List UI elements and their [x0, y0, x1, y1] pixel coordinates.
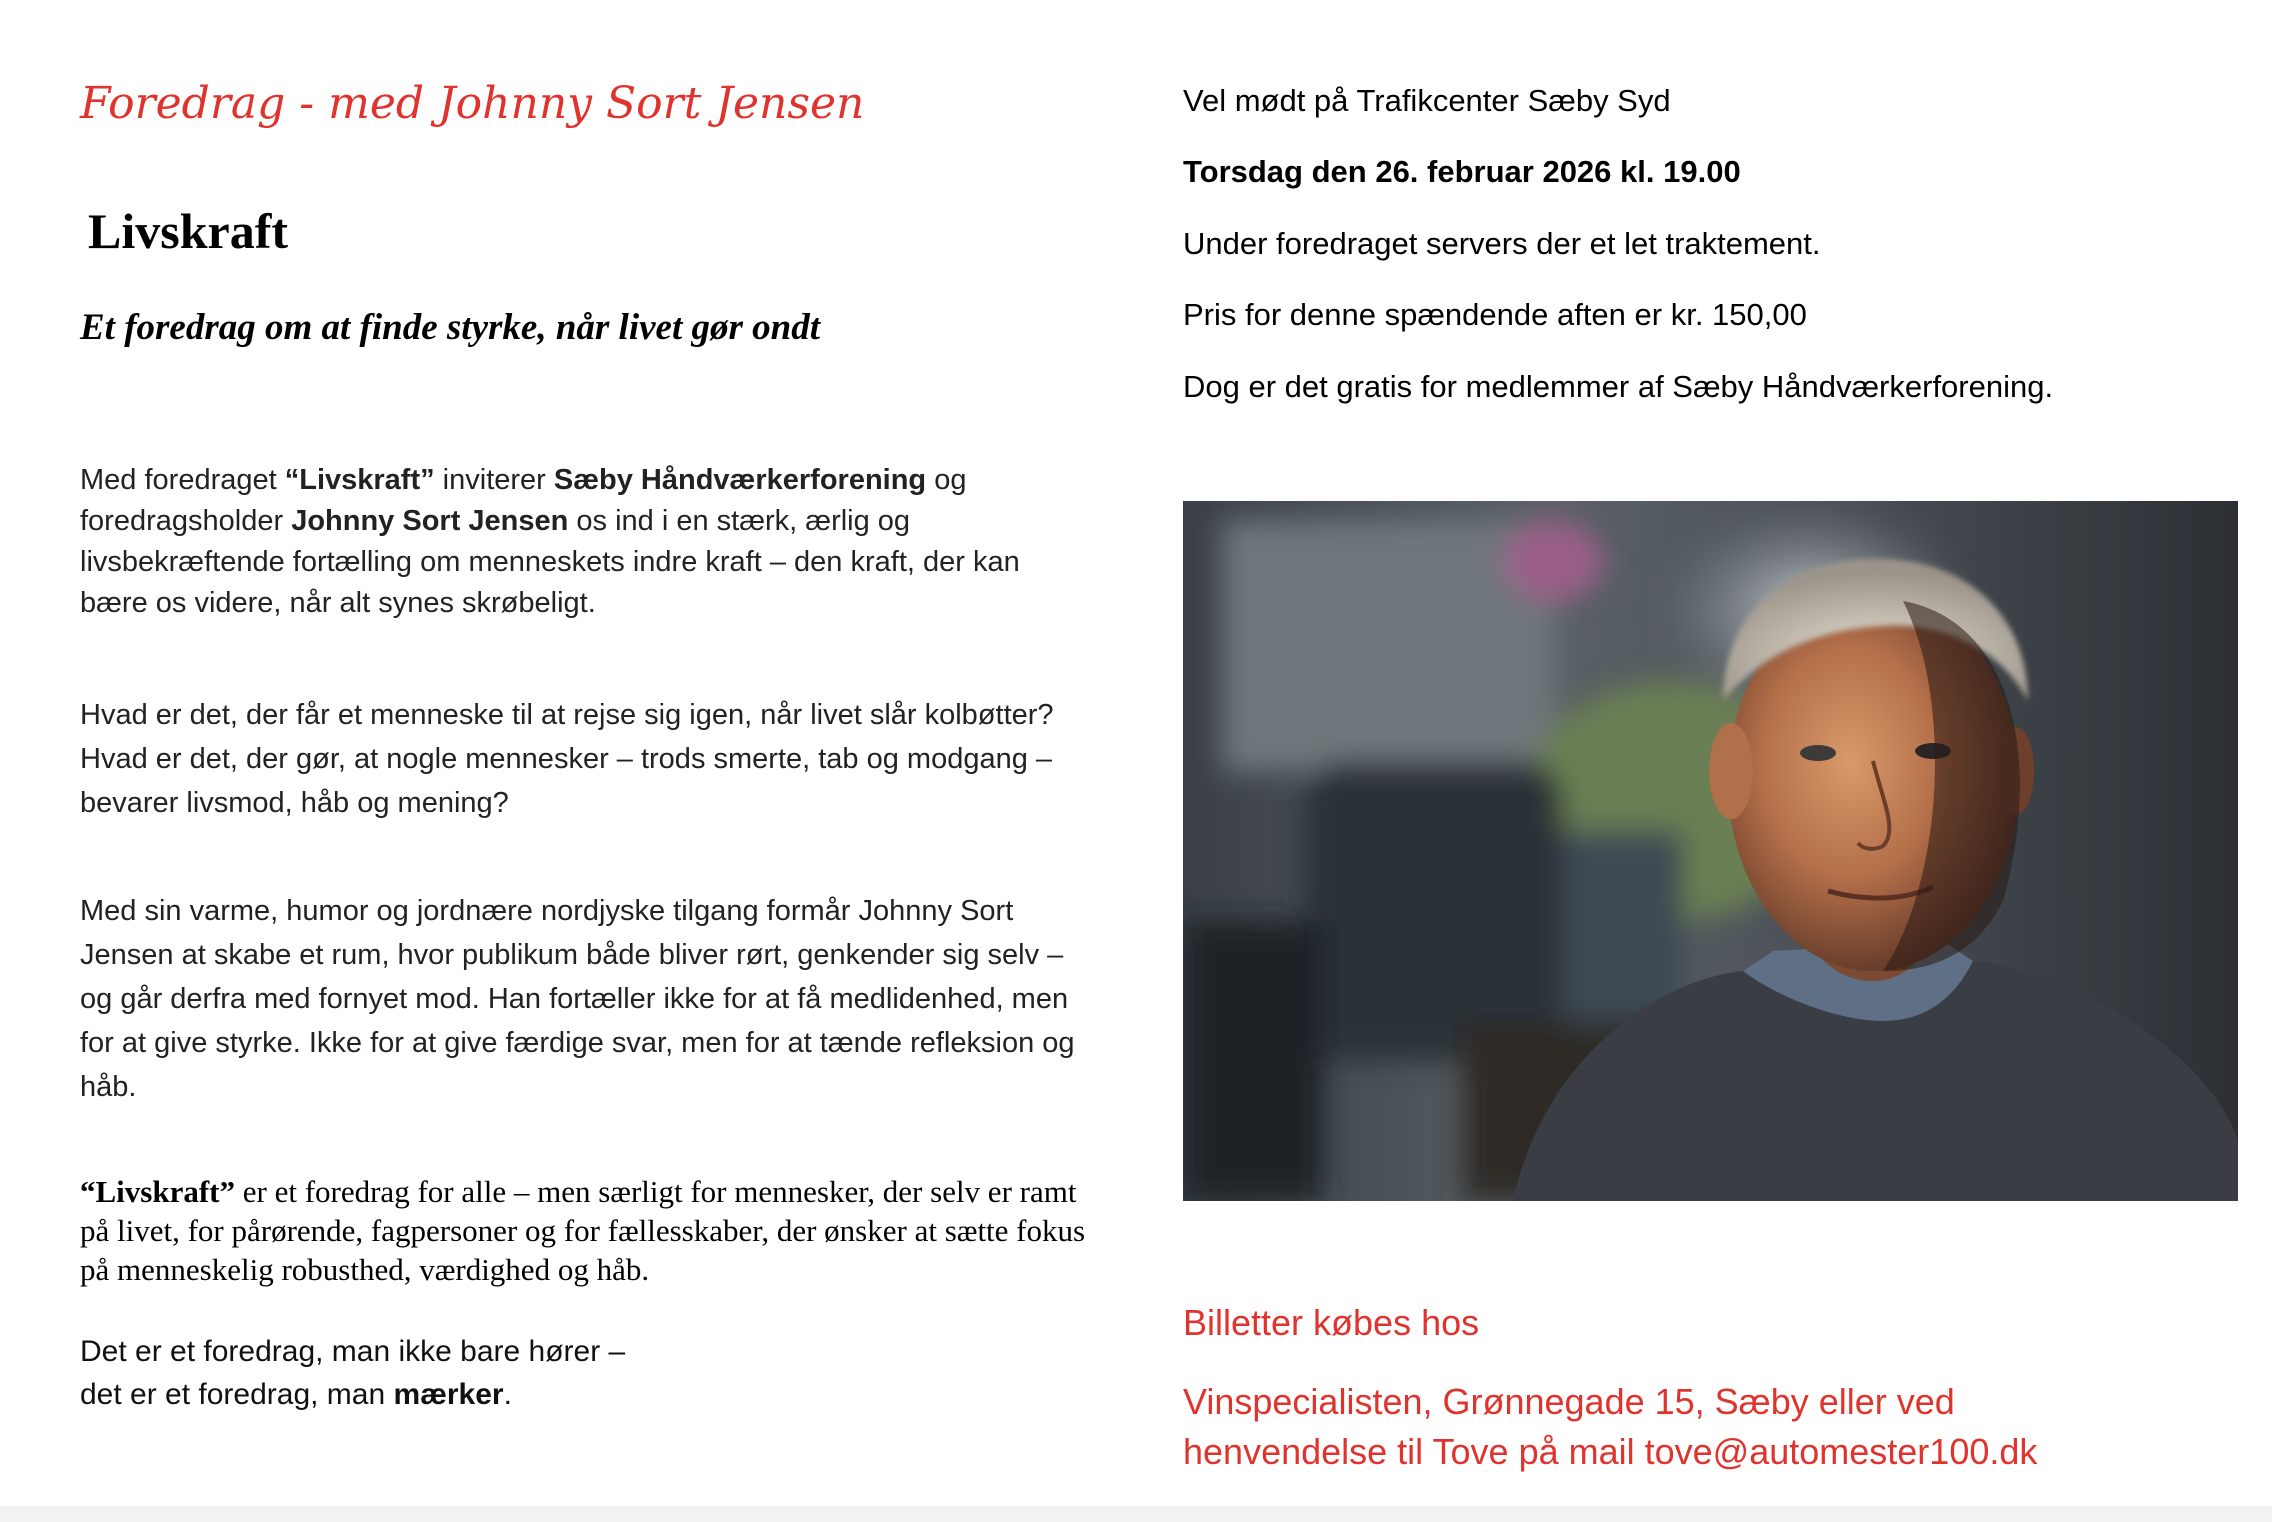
closing-line-1: Det er et foredrag, man ikke bare hører –: [80, 1335, 626, 1368]
talk-subtitle: Et foredrag om at finde styrke, når livet gør ondt: [80, 307, 820, 348]
closing-line2-suffix: .: [503, 1378, 512, 1411]
event-headline: Foredrag - med Johnny Sort Jensen: [80, 78, 865, 129]
event-datetime: Torsdag den 26. februar 2026 kl. 19.00: [1183, 154, 1741, 189]
intro-rest: os ind i en stærk, ærlig og livsbekræftende fortælling om menneskets indre kraft – den kraft, der kan bære os videre, når alt synes skrøbeligt.: [80, 505, 1020, 619]
intro-paragraph: [80, 460, 1090, 624]
audience-rest: er et foredrag for alle – men særligt for mennesker, der selv er ramt på livet, for pårørende, fagpersoner og for fællesskaber, der ønsker at sætte fokus på menneskelig robusthed, værdighed og håb.: [80, 1174, 1086, 1287]
intro-quoted-title: “Livskraft”: [284, 464, 435, 496]
refreshments-text: Under foredraget servers der et let traktement.: [1183, 226, 1821, 261]
members-free-text: Dog er det gratis for medlemmer af Sæby Håndværkerforening.: [1183, 369, 2054, 404]
closing-paragraph: [80, 1330, 1090, 1416]
tickets-details: [1183, 1377, 2037, 1477]
audience-quoted-title: “Livskraft”: [80, 1174, 235, 1209]
intro-prefix: Med foredraget: [80, 464, 285, 496]
closing-line-2: [80, 1373, 1090, 1416]
page-bottom-edge: [0, 1506, 2272, 1522]
venue-text: Vel mødt på Trafikcenter Sæby Syd: [1183, 83, 1671, 118]
tickets-heading: Billetter købes hos: [1183, 1302, 1480, 1343]
question-paragraph: Hvad er det, der får et menneske til at rejse sig igen, når livet slår kolbøtter? Hvad er det, der gør, at nogle mennesker – trods smerte, tab og modgang – bevarer livsmod, håb og mening?: [80, 699, 1054, 819]
organizer-name: Sæby Håndværkerforening: [553, 464, 927, 496]
tickets-address: Vinspecialisten, Grønnegade 15, Sæby eller ved: [1183, 1381, 1955, 1422]
description-paragraph: Med sin varme, humor og jordnære nordjyske tilgang formår Johnny Sort Jensen at skabe et rum, hvor publikum både bliver rørt, genkender sig selv – og går derfra med fornyet mod. Han fortæller ikke for at få medlidenhed, men for at give styrke. Ikke for at give færdige svar, men for at tænde refleksion og håb.: [80, 895, 1075, 1103]
speaker-portrait-photo: [1183, 501, 2238, 1201]
closing-emphasis: mærker: [393, 1378, 504, 1411]
intro-mid1: inviterer: [434, 464, 554, 496]
talk-title: Livskraft: [88, 203, 288, 259]
speaker-name: Johnny Sort Jensen: [291, 505, 569, 537]
closing-line2-prefix: det er et foredrag, man: [80, 1378, 394, 1411]
price-text: Pris for denne spændende aften er kr. 150,00: [1183, 297, 1807, 332]
tickets-email-line: henvendelse til Tove på mail tove@automester100.dk: [1183, 1431, 2038, 1472]
audience-paragraph: [80, 1172, 1100, 1289]
intro-mid2: og foredragsholder: [80, 464, 967, 537]
